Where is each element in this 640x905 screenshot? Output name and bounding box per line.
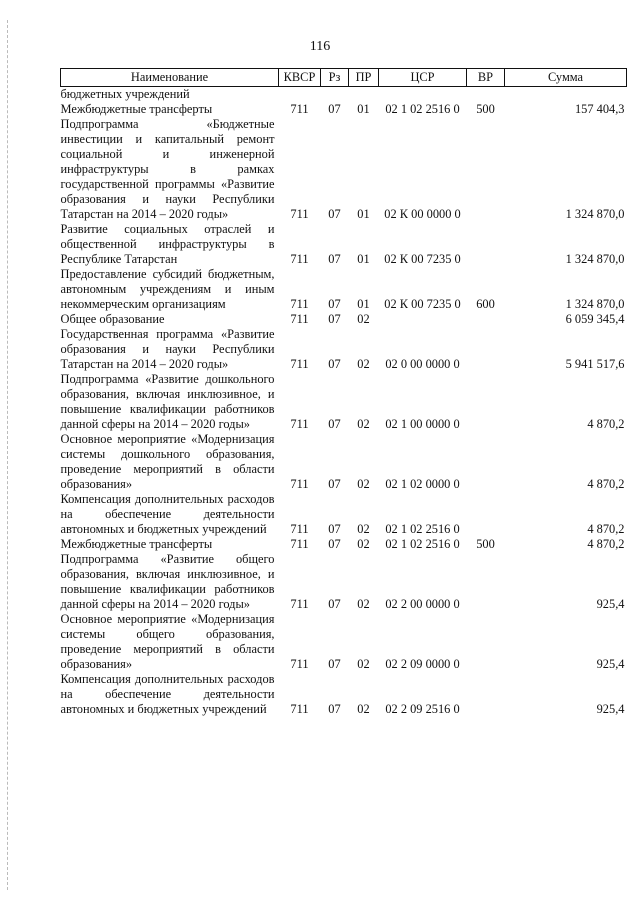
row-pr: 01 bbox=[357, 102, 370, 116]
table-row bbox=[61, 267, 627, 312]
row-name: Компенсация дополнительных расходов на обеспечение деятельности автономных и бюджетных учреждений bbox=[60, 492, 275, 536]
row-csr: 02 1 02 2516 0 bbox=[385, 522, 460, 536]
table-body bbox=[61, 87, 627, 718]
row-sum: 5 941 517,6 bbox=[565, 357, 625, 371]
row-csr: 02 2 09 0000 0 bbox=[385, 657, 460, 671]
budget-table bbox=[60, 68, 627, 717]
row-csr: 02 К 00 7235 0 bbox=[384, 252, 461, 266]
row-csr: 02 2 09 2516 0 bbox=[385, 702, 460, 716]
row-vr bbox=[467, 312, 505, 327]
row-rz: 07 bbox=[328, 207, 341, 221]
row-rz: 07 bbox=[328, 537, 341, 551]
header-vr: ВР bbox=[467, 69, 505, 87]
row-csr: 02 1 00 0000 0 bbox=[385, 417, 460, 431]
row-pr: 02 bbox=[357, 357, 370, 371]
page-number: 116 bbox=[309, 39, 331, 54]
header-kvsr: КВСР bbox=[279, 69, 321, 87]
row-rz: 07 bbox=[328, 522, 341, 536]
row-sum bbox=[505, 87, 627, 103]
scan-edge-line bbox=[7, 20, 9, 890]
row-rz: 07 bbox=[328, 597, 341, 611]
row-pr: 02 bbox=[357, 312, 370, 326]
row-csr: 02 1 02 2516 0 bbox=[385, 102, 460, 116]
row-csr: 02 1 02 0000 0 bbox=[385, 477, 460, 491]
row-sum: 1 324 870,0 bbox=[565, 252, 625, 266]
row-sum: 6 059 345,4 bbox=[565, 312, 625, 326]
row-kvsr: 711 bbox=[290, 537, 309, 551]
row-pr: 01 bbox=[357, 207, 370, 221]
row-pr: 02 bbox=[357, 537, 370, 551]
row-kvsr: 711 bbox=[290, 477, 309, 491]
table-row bbox=[61, 312, 627, 327]
row-pr bbox=[349, 87, 379, 103]
row-csr: 02 К 00 7235 0 bbox=[384, 297, 461, 311]
row-pr: 02 bbox=[357, 522, 370, 536]
row-sum: 157 404,3 bbox=[574, 102, 625, 116]
row-csr: 02 1 02 2516 0 bbox=[385, 537, 460, 551]
row-kvsr: 711 bbox=[290, 597, 309, 611]
table-row bbox=[61, 102, 627, 117]
header-pr: ПР bbox=[349, 69, 379, 87]
row-vr bbox=[467, 117, 505, 222]
row-kvsr bbox=[279, 87, 321, 103]
row-rz bbox=[321, 87, 349, 103]
table-row bbox=[61, 87, 627, 103]
row-csr: 02 2 00 0000 0 bbox=[385, 597, 460, 611]
row-pr: 01 bbox=[357, 252, 370, 266]
row-pr: 02 bbox=[357, 702, 370, 716]
row-name: Основное мероприятие «Модернизация системы общего образования, проведение мероприятий в области образования» bbox=[60, 612, 275, 671]
row-sum: 1 324 870,0 bbox=[565, 207, 625, 221]
table-row bbox=[61, 432, 627, 492]
row-rz: 07 bbox=[328, 702, 341, 716]
table-row bbox=[61, 672, 627, 717]
row-kvsr: 711 bbox=[290, 207, 309, 221]
row-name: Подпрограмма «Развитие общего образования, включая инклюзивное, и повышение квалификации работников данной сферы на 2014 – 2020 годы» bbox=[60, 552, 275, 611]
row-csr: 02 К 00 0000 0 bbox=[384, 207, 461, 221]
row-pr: 02 bbox=[357, 417, 370, 431]
row-vr: 500 bbox=[476, 537, 495, 551]
table-row bbox=[61, 327, 627, 372]
row-kvsr: 711 bbox=[290, 297, 309, 311]
row-name: Подпрограмма «Бюджетные инвестиции и капитальный ремонт социальной и инженерной инфраструктуры в рамках государственной программы «Развитие образования и науки Республики Татарстан на 2014 – 2020 годы» bbox=[60, 117, 275, 221]
table-header-row bbox=[61, 69, 627, 87]
row-vr: 500 bbox=[476, 102, 495, 116]
row-sum: 4 870,2 bbox=[587, 537, 625, 551]
row-vr bbox=[467, 432, 505, 492]
row-pr: 01 bbox=[357, 297, 370, 311]
row-rz: 07 bbox=[328, 657, 341, 671]
row-vr: 600 bbox=[476, 297, 495, 311]
row-vr bbox=[467, 492, 505, 537]
table-row bbox=[61, 537, 627, 552]
row-sum: 4 870,2 bbox=[587, 522, 625, 536]
row-vr bbox=[467, 612, 505, 672]
header-name: Наименование bbox=[61, 69, 279, 87]
row-sum: 925,4 bbox=[596, 657, 625, 671]
table-row bbox=[61, 492, 627, 537]
row-name: Развитие социальных отраслей и общественной инфраструктуры в Республике Татарстан bbox=[60, 222, 275, 266]
row-rz: 07 bbox=[328, 312, 341, 326]
header-sum: Сумма bbox=[505, 69, 627, 87]
table-row bbox=[61, 612, 627, 672]
row-vr bbox=[467, 327, 505, 372]
table-row bbox=[61, 117, 627, 222]
row-csr bbox=[379, 87, 467, 103]
row-pr: 02 bbox=[357, 477, 370, 491]
row-name: бюджетных учреждений bbox=[60, 87, 190, 101]
row-csr bbox=[379, 312, 467, 327]
row-kvsr: 711 bbox=[290, 702, 309, 716]
row-kvsr: 711 bbox=[290, 357, 309, 371]
table-row bbox=[61, 222, 627, 267]
row-rz: 07 bbox=[328, 477, 341, 491]
row-rz: 07 bbox=[328, 252, 341, 266]
row-sum: 925,4 bbox=[596, 702, 625, 716]
row-name: Основное мероприятие «Модернизация системы дошкольного образования, проведение мероприятий в области образования» bbox=[60, 432, 275, 491]
row-name: Государственная программа «Развитие образования и науки Республики Татарстан на 2014 – 2020 годы» bbox=[60, 327, 275, 371]
row-rz: 07 bbox=[328, 357, 341, 371]
row-sum: 4 870,2 bbox=[587, 477, 625, 491]
row-kvsr: 711 bbox=[290, 102, 309, 116]
row-kvsr: 711 bbox=[290, 417, 309, 431]
header-rz: Рз bbox=[321, 69, 349, 87]
row-pr: 02 bbox=[357, 597, 370, 611]
row-rz: 07 bbox=[328, 297, 341, 311]
row-sum: 925,4 bbox=[596, 597, 625, 611]
table-row bbox=[61, 552, 627, 612]
row-name: Предоставление субсидий бюджетным, автономным учреждениям и иным некоммерческим организациям bbox=[60, 267, 275, 311]
header-csr: ЦСР bbox=[379, 69, 467, 87]
row-kvsr: 711 bbox=[290, 252, 309, 266]
row-csr: 02 0 00 0000 0 bbox=[385, 357, 460, 371]
row-kvsr: 711 bbox=[290, 522, 309, 536]
row-sum: 1 324 870,0 bbox=[565, 297, 625, 311]
row-rz: 07 bbox=[328, 102, 341, 116]
table-row bbox=[61, 372, 627, 432]
row-kvsr: 711 bbox=[290, 657, 309, 671]
row-name: Общее образование bbox=[60, 312, 165, 326]
row-rz: 07 bbox=[328, 417, 341, 431]
row-vr bbox=[467, 552, 505, 612]
row-vr bbox=[467, 372, 505, 432]
row-kvsr: 711 bbox=[290, 312, 309, 326]
row-name: Подпрограмма «Развитие дошкольного образования, включая инклюзивное, и повышение квалификации работников данной сферы на 2014 – 2020 годы» bbox=[60, 372, 275, 431]
row-vr bbox=[467, 87, 505, 103]
row-pr: 02 bbox=[357, 657, 370, 671]
row-sum: 4 870,2 bbox=[587, 417, 625, 431]
row-name: Компенсация дополнительных расходов на обеспечение деятельности автономных и бюджетных учреждений bbox=[60, 672, 275, 716]
row-name: Межбюджетные трансферты bbox=[60, 102, 213, 116]
row-vr bbox=[467, 222, 505, 267]
row-name: Межбюджетные трансферты bbox=[60, 537, 213, 551]
row-vr bbox=[467, 672, 505, 717]
